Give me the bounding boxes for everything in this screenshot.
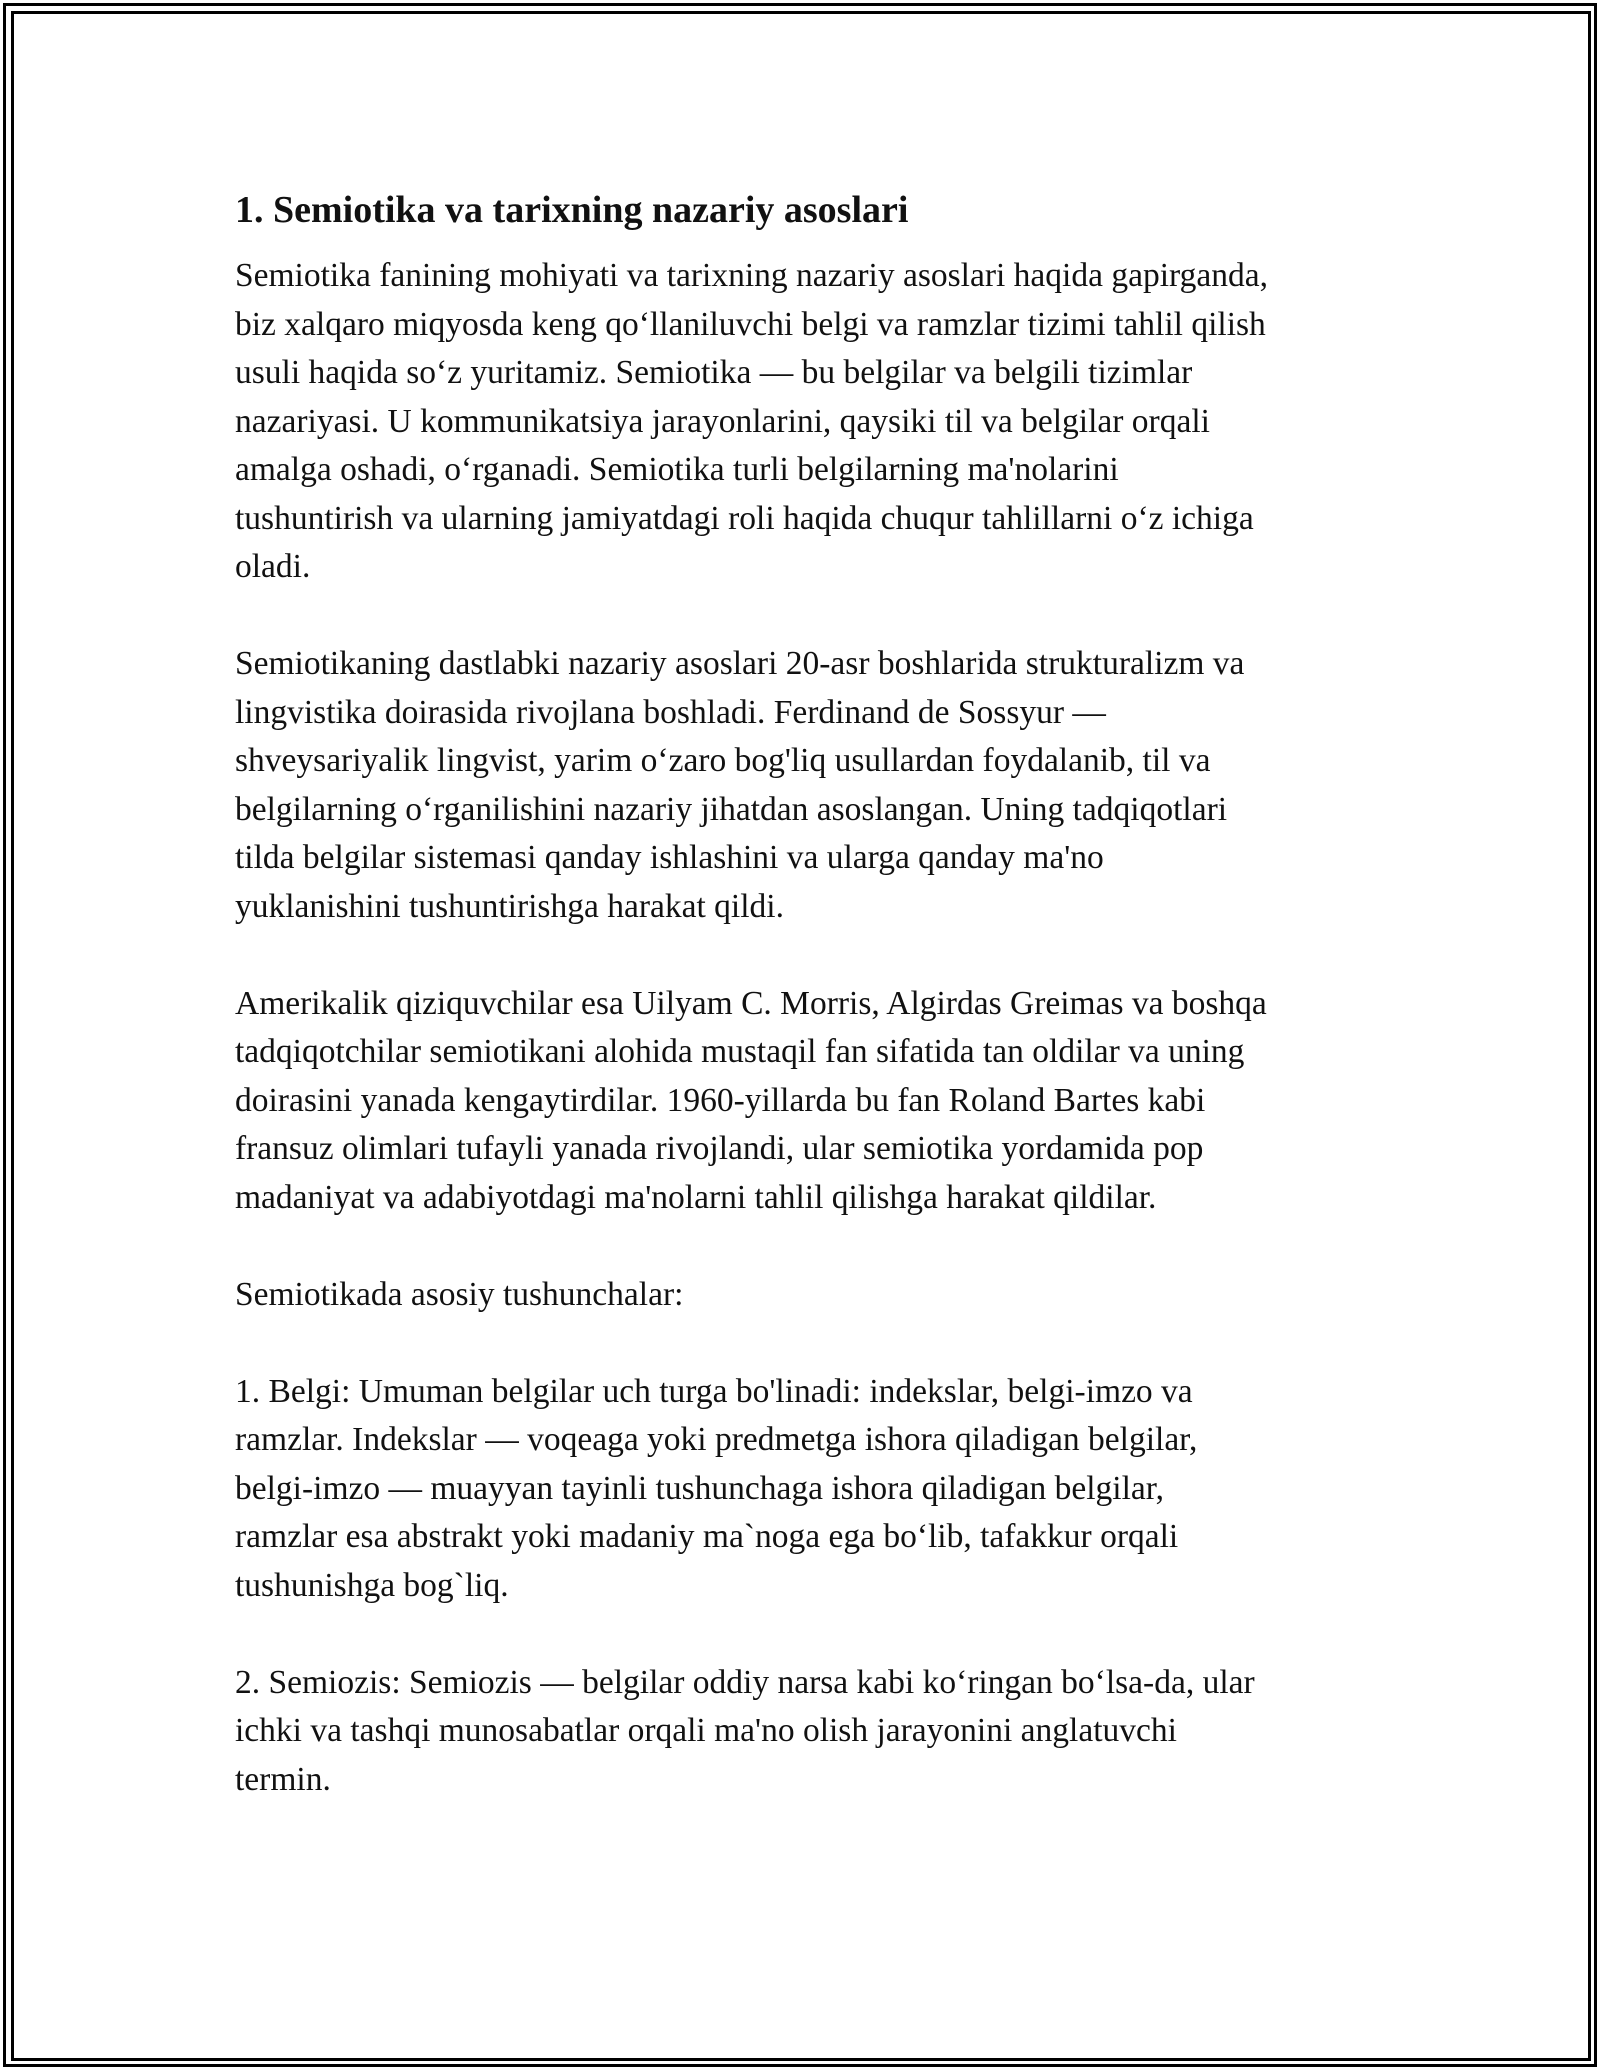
paragraph-intro	[235, 252, 1375, 592]
text-line: Semiotikada asosiy tushunchalar:	[235, 1275, 684, 1313]
text-line: tushuntirish va ularning jamiyatdagi roli haqida chuqur tahlillarni o‘z ichiga	[235, 499, 1254, 537]
text-line: Amerikalik qiziquvchilar esa Uilyam C. Morris, Algirdas Greimas va boshqa	[235, 984, 1267, 1022]
text-line: ichki va tashqi munosabatlar orqali ma'no olish jarayonini anglatuvchi	[235, 1712, 1177, 1749]
text-line: fransuz olimlari tufayli yanada rivojlandi, ular semiotika yordamida pop	[235, 1130, 1204, 1167]
text-line: lingvistika doirasida rivojlana boshladi. Ferdinand de Sossyur —	[235, 693, 1106, 731]
text-line: usuli haqida so‘z yuritamiz. Semiotika — bu belgilar va belgili tizimlar	[235, 354, 1193, 391]
text-line: tushunishga bog`liq.	[235, 1566, 509, 1604]
document-body	[235, 186, 1375, 1853]
text-line: Semiotikaning dastlabki nazariy asoslari 20-asr boshlarida strukturalizm va	[235, 645, 1245, 682]
text-line: madaniyat va adabiyotdagi ma'nolarni tahlil qilishga harakat qildilar.	[235, 1178, 1157, 1216]
text-line: 1. Belgi: Umuman belgilar uch turga bo'linadi: indekslar, belgi-imzo va	[235, 1372, 1193, 1410]
text-line: amalga oshadi, o‘rganadi. Semiotika turli belgilarning ma'nolarini	[235, 451, 1119, 488]
text-line: 2. Semiozis: Semiozis — belgilar oddiy narsa kabi ko‘ringan bo‘lsa-da, ular	[235, 1663, 1255, 1701]
paragraph-concept-semiosis	[235, 1659, 1375, 1805]
text-line: termin.	[235, 1760, 331, 1798]
text-line: belgilarning o‘rganilishini nazariy jihatdan asoslangan. Uning tadqiqotlari	[235, 790, 1228, 828]
text-line: tadqiqotchilar semiotikani alohida mustaqil fan sifatida tan oldilar va uning	[235, 1033, 1245, 1070]
text-line: ramzlar esa abstrakt yoki madaniy ma`noga ega bo‘lib, tafakkur orqali	[235, 1518, 1179, 1555]
text-line: shveysariyalik lingvist, yarim o‘zaro bog'liq usullardan foydalanib, til va	[235, 742, 1211, 779]
paragraph-early-foundations	[235, 640, 1375, 931]
text-line: ramzlar. Indekslar — voqeaga yoki predmetga ishora qiladigan belgilar,	[235, 1421, 1198, 1458]
text-line: belgi-imzo — muayyan tayinli tushunchaga ishora qiladigan belgilar,	[235, 1469, 1164, 1507]
text-line: nazariyasi. U kommunikatsiya jarayonlarini, qaysiki til va belgilar orqali	[235, 402, 1210, 440]
text-line: tilda belgilar sistemasi qanday ishlashini va ularga qanday ma'no	[235, 839, 1104, 876]
paragraph-american-researchers	[235, 980, 1375, 1223]
text-line: Semiotika fanining mohiyati va tarixning nazariy asoslari haqida gapirganda,	[235, 257, 1268, 294]
text-line: oladi.	[235, 548, 311, 585]
text-line: biz xalqaro miqyosda keng qo‘llaniluvchi belgi va ramzlar tizimi tahlil qilish	[235, 305, 1266, 343]
paragraph-concept-sign	[235, 1368, 1375, 1611]
section-heading: 1. Semiotika va tarixning nazariy asoslari	[235, 189, 909, 231]
paragraph-key-concepts-intro	[235, 1271, 1375, 1320]
text-line: yuklanishini tushuntirishga harakat qildi.	[235, 887, 784, 925]
text-line: doirasini yanada kengaytirdilar. 1960-yillarda bu fan Roland Bartes kabi	[235, 1081, 1206, 1119]
